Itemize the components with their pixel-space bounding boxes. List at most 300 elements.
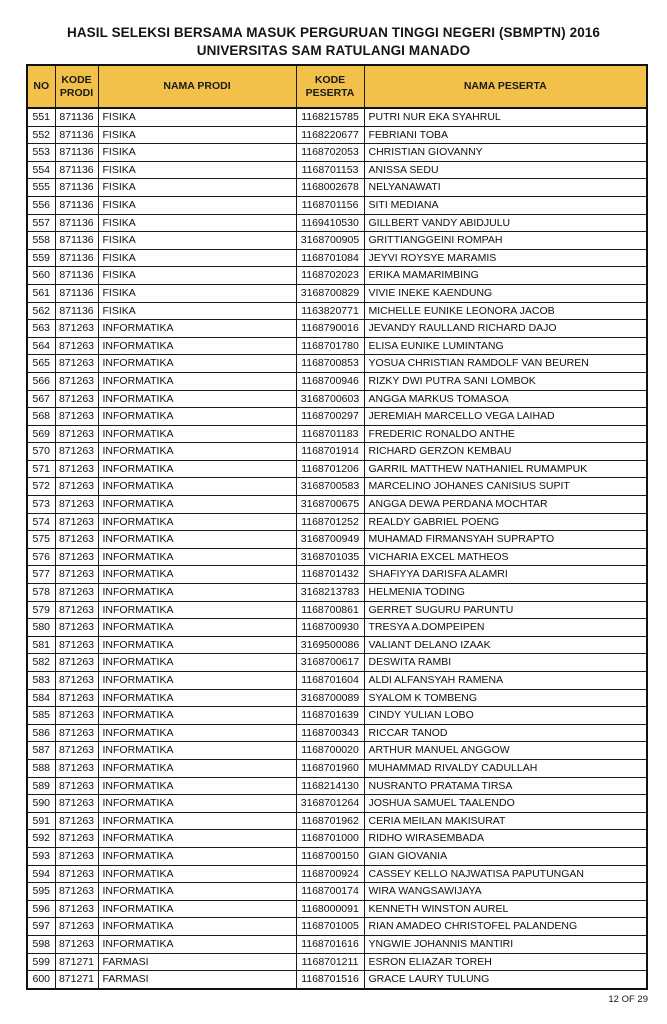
cell-kode-prodi: 871263: [55, 812, 98, 830]
cell-nama-peserta: RICHARD GERZON KEMBAU: [364, 443, 647, 461]
cell-kode-prodi: 871263: [55, 355, 98, 373]
cell-nama-prodi: INFORMATIKA: [98, 636, 296, 654]
cell-kode-prodi: 871263: [55, 531, 98, 549]
cell-no: 564: [27, 337, 55, 355]
table-row: [27, 390, 647, 408]
table-row: [27, 196, 647, 214]
table-row: [27, 812, 647, 830]
cell-nama-prodi: FISIKA: [98, 284, 296, 302]
cell-nama-peserta: RIDHO WIRASEMBADA: [364, 830, 647, 848]
cell-kode-peserta: 1168700150: [296, 847, 364, 865]
cell-nama-prodi: INFORMATIKA: [98, 337, 296, 355]
cell-no: 586: [27, 724, 55, 742]
cell-kode-prodi: 871136: [55, 126, 98, 144]
cell-no: 594: [27, 865, 55, 883]
cell-nama-prodi: INFORMATIKA: [98, 654, 296, 672]
cell-nama-peserta: HELMENIA TODING: [364, 584, 647, 602]
column-header-nama-prodi: NAMA PRODI: [98, 65, 296, 108]
cell-kode-peserta: 1168700020: [296, 742, 364, 760]
cell-kode-peserta: 1168701206: [296, 460, 364, 478]
table-row: [27, 425, 647, 443]
cell-nama-peserta: GARRIL MATTHEW NATHANIEL RUMAMPUK: [364, 460, 647, 478]
cell-nama-peserta: VALIANT DELANO IZAAK: [364, 636, 647, 654]
cell-no: 587: [27, 742, 55, 760]
cell-kode-prodi: 871263: [55, 619, 98, 637]
cell-nama-prodi: INFORMATIKA: [98, 883, 296, 901]
cell-kode-peserta: 1168214130: [296, 777, 364, 795]
cell-kode-prodi: 871136: [55, 267, 98, 285]
cell-kode-prodi: 871263: [55, 425, 98, 443]
cell-kode-peserta: 1168215785: [296, 108, 364, 126]
cell-kode-prodi: 871263: [55, 935, 98, 953]
cell-nama-prodi: INFORMATIKA: [98, 584, 296, 602]
cell-nama-peserta: CASSEY KELLO NAJWATISA PAPUTUNGAN: [364, 865, 647, 883]
cell-nama-peserta: TRESYA A.DOMPEIPEN: [364, 619, 647, 637]
cell-nama-prodi: INFORMATIKA: [98, 478, 296, 496]
cell-kode-peserta: 1168700946: [296, 372, 364, 390]
cell-kode-prodi: 871263: [55, 513, 98, 531]
cell-nama-prodi: INFORMATIKA: [98, 443, 296, 461]
cell-nama-peserta: FREDERIC RONALDO ANTHE: [364, 425, 647, 443]
table-row: [27, 707, 647, 725]
cell-kode-prodi: 871263: [55, 777, 98, 795]
cell-kode-prodi: 871136: [55, 232, 98, 250]
cell-nama-peserta: PUTRI NUR EKA SYAHRUL: [364, 108, 647, 126]
table-row: [27, 566, 647, 584]
cell-no: 562: [27, 302, 55, 320]
cell-nama-peserta: GRACE LAURY TULUNG: [364, 971, 647, 989]
cell-nama-prodi: INFORMATIKA: [98, 425, 296, 443]
cell-kode-prodi: 871263: [55, 795, 98, 813]
cell-nama-prodi: INFORMATIKA: [98, 672, 296, 690]
cell-nama-prodi: FISIKA: [98, 144, 296, 162]
table-row: [27, 179, 647, 197]
cell-kode-peserta: 1168700343: [296, 724, 364, 742]
cell-kode-prodi: 871271: [55, 953, 98, 971]
column-header-kode-prodi: KODE PRODI: [55, 65, 98, 108]
results-table: [26, 64, 648, 990]
cell-kode-prodi: 871263: [55, 601, 98, 619]
cell-nama-peserta: CHRISTIAN GIOVANNY: [364, 144, 647, 162]
table-row: [27, 144, 647, 162]
table-row: [27, 108, 647, 126]
cell-kode-prodi: 871263: [55, 548, 98, 566]
table-row: [27, 302, 647, 320]
cell-no: 560: [27, 267, 55, 285]
cell-no: 551: [27, 108, 55, 126]
cell-nama-prodi: INFORMATIKA: [98, 619, 296, 637]
cell-nama-peserta: GRITTIANGGEINI ROMPAH: [364, 232, 647, 250]
cell-kode-prodi: 871263: [55, 443, 98, 461]
cell-kode-peserta: 1168220677: [296, 126, 364, 144]
table-row: [27, 355, 647, 373]
cell-kode-prodi: 871136: [55, 249, 98, 267]
cell-kode-peserta: 1168701432: [296, 566, 364, 584]
cell-nama-prodi: INFORMATIKA: [98, 390, 296, 408]
cell-kode-prodi: 871263: [55, 478, 98, 496]
cell-kode-prodi: 871263: [55, 654, 98, 672]
cell-kode-peserta: 1168000091: [296, 900, 364, 918]
cell-kode-prodi: 871263: [55, 918, 98, 936]
cell-no: 566: [27, 372, 55, 390]
cell-nama-peserta: CERIA MEILAN MAKISURAT: [364, 812, 647, 830]
table-row: [27, 584, 647, 602]
cell-kode-prodi: 871136: [55, 196, 98, 214]
cell-kode-peserta: 1168700853: [296, 355, 364, 373]
column-header-no: NO: [27, 65, 55, 108]
table-row: [27, 443, 647, 461]
cell-nama-prodi: INFORMATIKA: [98, 935, 296, 953]
cell-no: 568: [27, 408, 55, 426]
cell-no: 592: [27, 830, 55, 848]
cell-kode-peserta: 1168701616: [296, 935, 364, 953]
cell-nama-peserta: NELYANAWATI: [364, 179, 647, 197]
table-row: [27, 865, 647, 883]
cell-nama-peserta: KENNETH WINSTON AUREL: [364, 900, 647, 918]
cell-kode-peserta: 1168700297: [296, 408, 364, 426]
cell-kode-prodi: 871263: [55, 672, 98, 690]
cell-nama-peserta: YNGWIE JOHANNIS MANTIRI: [364, 935, 647, 953]
cell-no: 572: [27, 478, 55, 496]
cell-nama-peserta: CINDY YULIAN LOBO: [364, 707, 647, 725]
table-row: [27, 337, 647, 355]
cell-no: 558: [27, 232, 55, 250]
table-row: [27, 935, 647, 953]
cell-nama-peserta: GERRET SUGURU PARUNTU: [364, 601, 647, 619]
table-row: [27, 724, 647, 742]
cell-kode-prodi: 871263: [55, 496, 98, 514]
cell-nama-peserta: VICHARIA EXCEL MATHEOS: [364, 548, 647, 566]
cell-kode-prodi: 871136: [55, 144, 98, 162]
cell-kode-prodi: 871263: [55, 372, 98, 390]
column-header-nama-peserta: NAMA PESERTA: [364, 65, 647, 108]
cell-nama-peserta: ANGGA DEWA PERDANA MOCHTAR: [364, 496, 647, 514]
table-body: [27, 108, 647, 989]
cell-kode-peserta: 1168701780: [296, 337, 364, 355]
cell-kode-prodi: 871136: [55, 179, 98, 197]
cell-kode-peserta: 1168701960: [296, 759, 364, 777]
cell-no: 575: [27, 531, 55, 549]
cell-no: 589: [27, 777, 55, 795]
cell-nama-prodi: INFORMATIKA: [98, 918, 296, 936]
cell-kode-peserta: 1168700924: [296, 865, 364, 883]
cell-kode-peserta: 3169500086: [296, 636, 364, 654]
cell-no: 600: [27, 971, 55, 989]
cell-no: 597: [27, 918, 55, 936]
cell-nama-prodi: INFORMATIKA: [98, 408, 296, 426]
cell-nama-prodi: FISIKA: [98, 214, 296, 232]
cell-nama-prodi: INFORMATIKA: [98, 460, 296, 478]
cell-nama-peserta: SHAFIYYA DARISFA ALAMRI: [364, 566, 647, 584]
cell-kode-peserta: 3168700675: [296, 496, 364, 514]
cell-nama-prodi: INFORMATIKA: [98, 830, 296, 848]
cell-kode-peserta: 1169410530: [296, 214, 364, 232]
cell-no: 556: [27, 196, 55, 214]
cell-kode-prodi: 871136: [55, 302, 98, 320]
cell-kode-peserta: 1168702023: [296, 267, 364, 285]
table-row: [27, 689, 647, 707]
cell-nama-peserta: WIRA WANGSAWIJAYA: [364, 883, 647, 901]
cell-kode-peserta: 1168701914: [296, 443, 364, 461]
cell-no: 570: [27, 443, 55, 461]
cell-nama-peserta: SYALOM K TOMBENG: [364, 689, 647, 707]
cell-nama-prodi: INFORMATIKA: [98, 566, 296, 584]
cell-nama-prodi: FISIKA: [98, 267, 296, 285]
table-row: [27, 408, 647, 426]
table-row: [27, 654, 647, 672]
cell-nama-peserta: ELISA EUNIKE LUMINTANG: [364, 337, 647, 355]
table-row: [27, 161, 647, 179]
cell-nama-prodi: INFORMATIKA: [98, 513, 296, 531]
table-row: [27, 320, 647, 338]
cell-nama-prodi: INFORMATIKA: [98, 759, 296, 777]
cell-nama-peserta: RIAN AMADEO CHRISTOFEL PALANDENG: [364, 918, 647, 936]
cell-nama-peserta: ALDI ALFANSYAH RAMENA: [364, 672, 647, 690]
cell-kode-peserta: 3168700829: [296, 284, 364, 302]
cell-no: 588: [27, 759, 55, 777]
table-row: [27, 601, 647, 619]
cell-kode-peserta: 1168701005: [296, 918, 364, 936]
cell-kode-peserta: 1168002678: [296, 179, 364, 197]
cell-no: 574: [27, 513, 55, 531]
cell-no: 552: [27, 126, 55, 144]
cell-kode-prodi: 871263: [55, 460, 98, 478]
cell-nama-prodi: FARMASI: [98, 971, 296, 989]
cell-kode-peserta: 1168701000: [296, 830, 364, 848]
cell-nama-prodi: INFORMATIKA: [98, 707, 296, 725]
table-row: [27, 900, 647, 918]
cell-kode-peserta: 3168213783: [296, 584, 364, 602]
cell-nama-prodi: FISIKA: [98, 126, 296, 144]
cell-no: 557: [27, 214, 55, 232]
cell-no: 583: [27, 672, 55, 690]
cell-kode-peserta: 1168701084: [296, 249, 364, 267]
cell-kode-peserta: 1168701211: [296, 953, 364, 971]
cell-kode-peserta: 3168701035: [296, 548, 364, 566]
cell-no: 559: [27, 249, 55, 267]
table-row: [27, 759, 647, 777]
cell-nama-prodi: FISIKA: [98, 179, 296, 197]
cell-nama-prodi: FISIKA: [98, 302, 296, 320]
cell-kode-prodi: 871136: [55, 108, 98, 126]
table-row: [27, 126, 647, 144]
cell-kode-prodi: 871263: [55, 584, 98, 602]
cell-nama-prodi: INFORMATIKA: [98, 812, 296, 830]
cell-nama-prodi: FISIKA: [98, 196, 296, 214]
table-row: [27, 918, 647, 936]
cell-nama-peserta: ERIKA MAMARIMBING: [364, 267, 647, 285]
cell-kode-prodi: 871263: [55, 742, 98, 760]
table-row: [27, 636, 647, 654]
table-row: [27, 267, 647, 285]
cell-kode-prodi: 871263: [55, 830, 98, 848]
table-row: [27, 531, 647, 549]
cell-no: 582: [27, 654, 55, 672]
cell-nama-peserta: DESWITA RAMBI: [364, 654, 647, 672]
cell-kode-prodi: 871263: [55, 390, 98, 408]
page-title: [0, 24, 667, 60]
cell-no: 571: [27, 460, 55, 478]
cell-no: 561: [27, 284, 55, 302]
cell-no: 580: [27, 619, 55, 637]
cell-nama-peserta: MICHELLE EUNIKE LEONORA JACOB: [364, 302, 647, 320]
cell-kode-prodi: 871263: [55, 865, 98, 883]
cell-kode-peserta: 3168700949: [296, 531, 364, 549]
cell-no: 579: [27, 601, 55, 619]
cell-kode-peserta: 1168701183: [296, 425, 364, 443]
table-row: [27, 478, 647, 496]
cell-nama-peserta: VIVIE INEKE KAENDUNG: [364, 284, 647, 302]
cell-no: 584: [27, 689, 55, 707]
table-row: [27, 971, 647, 989]
cell-nama-peserta: ESRON ELIAZAR TOREH: [364, 953, 647, 971]
cell-kode-prodi: 871263: [55, 689, 98, 707]
cell-kode-prodi: 871263: [55, 408, 98, 426]
cell-kode-prodi: 871136: [55, 284, 98, 302]
table-row: [27, 777, 647, 795]
cell-no: 599: [27, 953, 55, 971]
cell-no: 555: [27, 179, 55, 197]
table-row: [27, 883, 647, 901]
cell-nama-peserta: JEVANDY RAULLAND RICHARD DAJO: [364, 320, 647, 338]
cell-nama-peserta: NUSRANTO PRATAMA TIRSA: [364, 777, 647, 795]
cell-kode-peserta: 1168700930: [296, 619, 364, 637]
table-row: [27, 672, 647, 690]
cell-no: 576: [27, 548, 55, 566]
cell-kode-peserta: 1168790016: [296, 320, 364, 338]
cell-no: 593: [27, 847, 55, 865]
cell-nama-prodi: FISIKA: [98, 108, 296, 126]
table-row: [27, 742, 647, 760]
cell-nama-prodi: INFORMATIKA: [98, 724, 296, 742]
cell-nama-prodi: INFORMATIKA: [98, 496, 296, 514]
cell-no: 596: [27, 900, 55, 918]
table-header-row: [27, 65, 647, 108]
cell-kode-prodi: 871263: [55, 847, 98, 865]
cell-nama-peserta: JEREMIAH MARCELLO VEGA LAIHAD: [364, 408, 647, 426]
cell-nama-prodi: INFORMATIKA: [98, 355, 296, 373]
cell-kode-peserta: 3168700089: [296, 689, 364, 707]
table-row: [27, 847, 647, 865]
cell-no: 578: [27, 584, 55, 602]
table-row: [27, 284, 647, 302]
table-row: [27, 232, 647, 250]
cell-kode-peserta: 3168700583: [296, 478, 364, 496]
cell-kode-prodi: 871263: [55, 883, 98, 901]
cell-nama-peserta: ANGGA MARKUS TOMASOA: [364, 390, 647, 408]
table-row: [27, 795, 647, 813]
cell-kode-peserta: 1168700861: [296, 601, 364, 619]
cell-nama-peserta: JEYVI ROYSYE MARAMIS: [364, 249, 647, 267]
cell-nama-prodi: INFORMATIKA: [98, 865, 296, 883]
page-number: 12 OF 29: [608, 994, 648, 1005]
cell-nama-prodi: INFORMATIKA: [98, 900, 296, 918]
cell-kode-peserta: 1168701252: [296, 513, 364, 531]
cell-no: 567: [27, 390, 55, 408]
cell-nama-peserta: YOSUA CHRISTIAN RAMDOLF VAN BEUREN: [364, 355, 647, 373]
cell-no: 595: [27, 883, 55, 901]
cell-nama-peserta: ARTHUR MANUEL ANGGOW: [364, 742, 647, 760]
cell-kode-prodi: 871263: [55, 707, 98, 725]
table-row: [27, 830, 647, 848]
cell-nama-prodi: INFORMATIKA: [98, 742, 296, 760]
table-row: [27, 249, 647, 267]
cell-no: 598: [27, 935, 55, 953]
cell-kode-peserta: 1168701639: [296, 707, 364, 725]
cell-no: 554: [27, 161, 55, 179]
cell-kode-peserta: 3168701264: [296, 795, 364, 813]
cell-kode-prodi: 871136: [55, 161, 98, 179]
cell-nama-prodi: INFORMATIKA: [98, 320, 296, 338]
cell-nama-prodi: INFORMATIKA: [98, 847, 296, 865]
table-row: [27, 372, 647, 390]
cell-no: 553: [27, 144, 55, 162]
cell-kode-prodi: 871263: [55, 337, 98, 355]
table-row: [27, 548, 647, 566]
column-header-kode-peserta: KODE PESERTA: [296, 65, 364, 108]
cell-nama-prodi: FISIKA: [98, 232, 296, 250]
cell-kode-peserta: 3168700617: [296, 654, 364, 672]
cell-nama-peserta: MUHAMMAD RIVALDY CADULLAH: [364, 759, 647, 777]
cell-kode-prodi: 871263: [55, 759, 98, 777]
cell-kode-peserta: 1168701516: [296, 971, 364, 989]
cell-no: 573: [27, 496, 55, 514]
cell-no: 591: [27, 812, 55, 830]
cell-kode-prodi: 871136: [55, 214, 98, 232]
cell-nama-prodi: FARMASI: [98, 953, 296, 971]
cell-kode-peserta: 1168702053: [296, 144, 364, 162]
cell-nama-peserta: MUHAMAD FIRMANSYAH SUPRAPTO: [364, 531, 647, 549]
cell-nama-peserta: MARCELINO JOHANES CANISIUS SUPIT: [364, 478, 647, 496]
cell-kode-peserta: 1168701153: [296, 161, 364, 179]
table-row: [27, 460, 647, 478]
cell-kode-prodi: 871263: [55, 724, 98, 742]
cell-no: 590: [27, 795, 55, 813]
cell-nama-prodi: INFORMATIKA: [98, 777, 296, 795]
cell-kode-peserta: 1168701156: [296, 196, 364, 214]
cell-nama-peserta: GILLBERT VANDY ABIDJULU: [364, 214, 647, 232]
cell-nama-prodi: INFORMATIKA: [98, 601, 296, 619]
cell-kode-peserta: 3168700603: [296, 390, 364, 408]
cell-kode-prodi: 871271: [55, 971, 98, 989]
cell-no: 563: [27, 320, 55, 338]
cell-nama-prodi: INFORMATIKA: [98, 548, 296, 566]
cell-nama-peserta: REALDY GABRIEL POENG: [364, 513, 647, 531]
cell-nama-peserta: SITI MEDIANA: [364, 196, 647, 214]
cell-kode-peserta: 1168701962: [296, 812, 364, 830]
cell-kode-prodi: 871263: [55, 320, 98, 338]
page-title-line2: UNIVERSITAS SAM RATULANGI MANADO: [196, 43, 471, 58]
cell-nama-peserta: RICCAR TANOD: [364, 724, 647, 742]
cell-kode-peserta: 1163820771: [296, 302, 364, 320]
table-row: [27, 214, 647, 232]
cell-no: 581: [27, 636, 55, 654]
cell-kode-prodi: 871263: [55, 900, 98, 918]
cell-kode-prodi: 871263: [55, 566, 98, 584]
table-header: [27, 65, 647, 108]
cell-nama-prodi: INFORMATIKA: [98, 372, 296, 390]
cell-nama-prodi: FISIKA: [98, 161, 296, 179]
cell-nama-peserta: GIAN GIOVANIA: [364, 847, 647, 865]
page-title-line1: HASIL SELEKSI BERSAMA MASUK PERGURUAN TINGGI NEGERI (SBMPTN) 2016: [66, 25, 601, 40]
table-row: [27, 496, 647, 514]
cell-nama-prodi: INFORMATIKA: [98, 531, 296, 549]
cell-no: 577: [27, 566, 55, 584]
cell-kode-prodi: 871263: [55, 636, 98, 654]
cell-nama-peserta: JOSHUA SAMUEL TAALENDO: [364, 795, 647, 813]
table-row: [27, 619, 647, 637]
cell-no: 565: [27, 355, 55, 373]
